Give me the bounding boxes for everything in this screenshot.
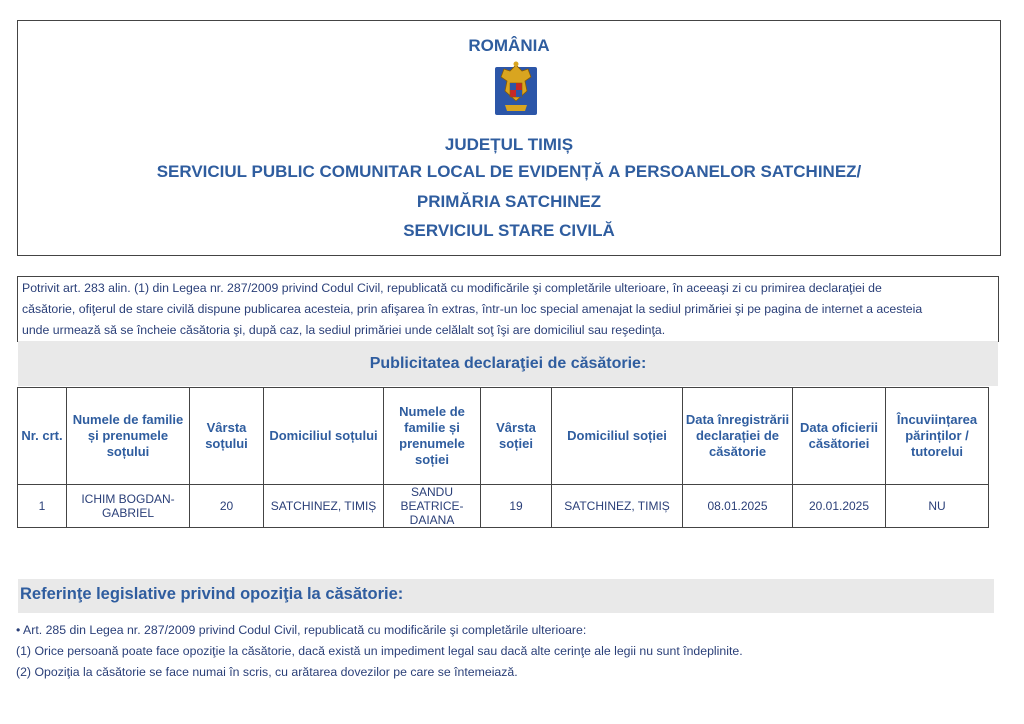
declaration-table [17,387,989,528]
col-header-wife-age: Vârsta soției [481,388,552,485]
cell-husband-name: ICHIM BOGDAN-GABRIEL [67,485,190,528]
col-header-wife-domicile: Domiciliul soției [552,388,683,485]
cell-wife-name: SANDU BEATRICE-DAIANA [384,485,481,528]
col-header-parental-consent: Încuviințarea părinților / tutorelui [886,388,989,485]
service-title-line-2: PRIMĂRIA SATCHINEZ [416,192,602,211]
legal-notice-line-2: căsătorie, ofiţerul de stare civilă dispune publicarea acesteia, prin afişarea în extras, într-un loc special amenajat la sediul primăriei şi pe pagina de internet a acesteia [22,302,923,316]
reference-line-2: (1) Orice persoană poate face opoziţie la căsătorie, dacă există un impediment legal sau dacă alte cerinţe ale legii nu sunt îndeplinite. [16,644,743,658]
country-title: ROMÂNIA [468,36,550,55]
col-header-husband-name: Numele de familie și prenumele soțului [67,388,190,485]
cell-wife-age: 19 [481,485,552,528]
header-box [17,20,1001,256]
reference-line-3: (2) Opoziţia la căsătorie se face numai în scris, cu arătarea dovezilor pe care se întemeiază. [16,665,518,679]
col-header-ceremony-date: Data oficierii căsătoriei [793,388,886,485]
col-header-registration-date: Data înregistrării declarației de căsătorie [683,388,793,485]
table-header-row [18,388,989,485]
legal-notice-line-1: Potrivit art. 283 alin. (1) din Legea nr. 287/2009 privind Codul Civil, republicată cu modificările şi completările ulterioare, în aceeaşi zi cu primirea declaraţiei de [22,281,882,295]
county-title: JUDEȚUL TIMIȘ [444,135,574,154]
cell-husband-domicile: SATCHINEZ, TIMIȘ [264,485,384,528]
legal-notice-line-3: unde urmează să se încheie căsătoria şi, după caz, la sediul primăriei unde celălalt soţ îşi are domiciliul sau reşedinţa. [22,323,666,337]
romania-coat-of-arms-icon [495,61,537,117]
cell-registration-date: 08.01.2025 [683,485,793,528]
col-header-nr: Nr. crt. [18,388,67,485]
publication-title: Publicitatea declaraţiei de căsătorie: [369,355,647,372]
service-title-line-3: SERVICIUL STARE CIVILĂ [403,221,615,240]
references-title: Referinţe legislative privind opoziţia la căsătorie: [20,585,404,603]
col-header-husband-age: Vârsta soțului [190,388,264,485]
table-row [18,485,989,528]
service-title-line-1: SERVICIUL PUBLIC COMUNITAR LOCAL DE EVIDENȚĂ A PERSOANELOR SATCHINEZ/ [156,162,862,181]
cell-wife-domicile: SATCHINEZ, TIMIȘ [552,485,683,528]
reference-line-1: • Art. 285 din Legea nr. 287/2009 privind Codul Civil, republicată cu modificările şi completările ulterioare: [16,623,587,637]
declaration-table-wrap [17,387,989,528]
cell-husband-age: 20 [190,485,264,528]
legal-notice [17,276,999,342]
references-section-bar [18,579,994,613]
cell-parental-consent: NU [886,485,989,528]
cell-nr: 1 [18,485,67,528]
legal-references [16,620,1006,683]
col-header-husband-domicile: Domiciliul soțului [264,388,384,485]
publication-section-bar [18,341,998,386]
cell-ceremony-date: 20.01.2025 [793,485,886,528]
col-header-wife-name: Numele de familie și prenumele soției [384,388,481,485]
